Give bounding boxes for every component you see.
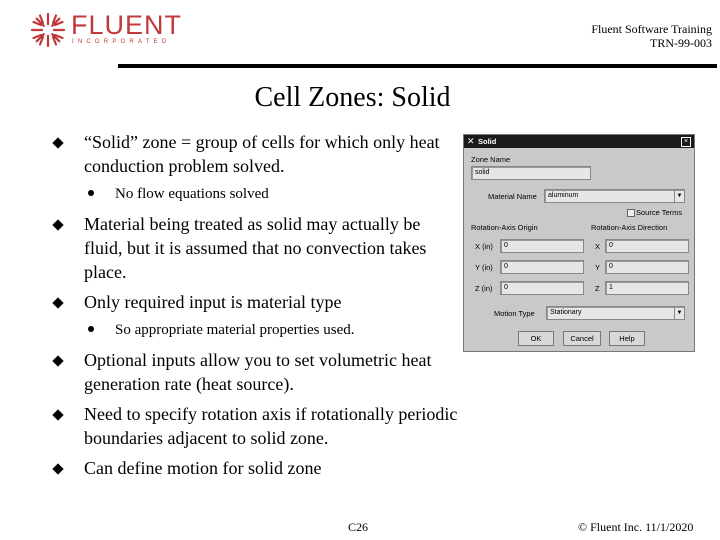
- bullet-text: Optional inputs allow you to set volumetric heat generation rate (heat source).: [84, 350, 432, 394]
- material-name-select[interactable]: [544, 189, 685, 203]
- source-terms-checkbox[interactable]: [627, 209, 635, 217]
- z-origin-label: Z (in): [475, 284, 493, 293]
- cancel-button[interactable]: Cancel: [563, 331, 601, 346]
- course-name: Fluent Software Training: [591, 22, 712, 36]
- bullet-item: [52, 290, 462, 314]
- header-info: [591, 22, 712, 50]
- solid-dialog: [463, 134, 695, 352]
- logo-subtitle: INCORPORATED: [72, 39, 171, 45]
- dot-bullet-icon: [88, 326, 94, 332]
- sub-bullet-item: [52, 184, 462, 204]
- motion-type-value: Stationary: [550, 309, 582, 316]
- diamond-bullet-icon: [52, 137, 63, 148]
- help-button[interactable]: Help: [609, 331, 645, 346]
- ok-button[interactable]: OK: [518, 331, 554, 346]
- dialog-titlebar[interactable]: [464, 135, 694, 148]
- page-number: C26: [348, 520, 369, 534]
- material-name-value: aluminum: [548, 192, 579, 199]
- chevron-down-icon[interactable]: ▼: [674, 190, 684, 202]
- copyright: © Fluent Inc. 11/1/2020: [578, 520, 694, 534]
- bullet-text: Only required input is material type: [84, 292, 342, 312]
- bullet-item: [52, 212, 462, 284]
- diamond-bullet-icon: [52, 463, 63, 474]
- sub-bullet-item: [52, 320, 462, 340]
- z-origin-input[interactable]: 0: [500, 281, 584, 295]
- diamond-bullet-icon: [52, 409, 63, 420]
- sub-bullet-text: So appropriate material properties used.: [115, 322, 355, 338]
- dialog-title: Solid: [478, 137, 497, 146]
- diamond-bullet-icon: [52, 297, 63, 308]
- bullet-item: [52, 130, 462, 178]
- rotation-direction-label: Rotation-Axis Direction: [591, 223, 668, 232]
- bullet-item: [52, 402, 462, 450]
- y-direction-input[interactable]: 0: [605, 260, 689, 274]
- y-direction-label: Y: [595, 263, 601, 272]
- zone-name-input[interactable]: solid: [471, 166, 591, 180]
- x-direction-label: X: [595, 242, 601, 251]
- y-origin-input[interactable]: 0: [500, 260, 584, 274]
- motion-type-label: Motion Type: [494, 309, 535, 318]
- bullet-text: Can define motion for solid zone: [84, 458, 322, 478]
- rotation-origin-label: Rotation-Axis Origin: [471, 223, 538, 232]
- motion-type-select[interactable]: [546, 306, 685, 320]
- fluent-logo: [30, 10, 183, 50]
- source-terms-label: Source Terms: [636, 208, 683, 217]
- bullet-list: [52, 130, 462, 486]
- close-icon[interactable]: ×: [681, 137, 691, 147]
- chevron-down-icon[interactable]: ▼: [674, 307, 684, 319]
- x-direction-input[interactable]: 0: [605, 239, 689, 253]
- x-origin-label: X (in): [475, 242, 493, 251]
- dot-bullet-icon: [88, 190, 94, 196]
- bullet-text: “Solid” zone = group of cells for which only heat conduction problem solved.: [84, 132, 440, 176]
- window-menu-icon[interactable]: ✕: [467, 136, 475, 146]
- diamond-bullet-icon: [52, 219, 63, 230]
- fluent-burst-icon: [30, 12, 66, 48]
- header-rule: [118, 64, 717, 68]
- bullet-text: Need to specify rotation axis if rotationally periodic boundaries adjacent to solid zone.: [84, 404, 458, 448]
- bullet-item: [52, 456, 462, 480]
- logo-wordmark: FLUENT: [71, 10, 183, 40]
- sub-bullet-text: No flow equations solved: [115, 186, 269, 202]
- bullet-text: Material being treated as solid may actually be fluid, but it is assumed that no convection takes place.: [84, 214, 427, 282]
- diamond-bullet-icon: [52, 355, 63, 366]
- course-code: TRN-99-003: [650, 36, 712, 50]
- z-direction-input[interactable]: 1: [605, 281, 689, 295]
- slide-title: Cell Zones: Solid: [254, 82, 451, 113]
- bullet-item: [52, 348, 462, 396]
- y-origin-label: Y (in): [475, 263, 493, 272]
- z-direction-label: Z: [595, 284, 600, 293]
- zone-name-label: Zone Name: [471, 155, 511, 164]
- material-name-label: Material Name: [488, 192, 537, 201]
- x-origin-input[interactable]: 0: [500, 239, 584, 253]
